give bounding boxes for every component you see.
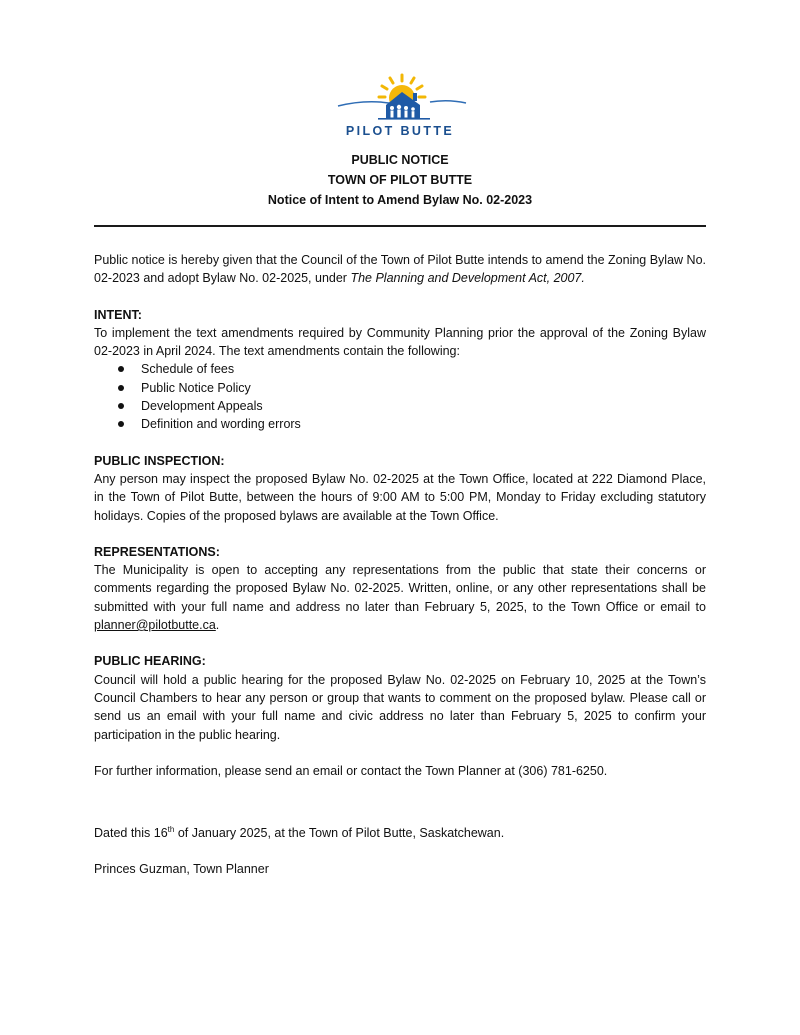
logo-graphic <box>330 72 470 124</box>
representations-heading: REPRESENTATIONS: <box>94 544 220 559</box>
planner-email-link[interactable]: planner@pilotbutte.ca <box>94 618 216 633</box>
pilot-butte-logo <box>330 72 470 142</box>
representations-end: . <box>215 618 220 633</box>
hearing-paragraph: Council will hold a public hearing for the proposed Bylaw No. 02-2025 on February 10, 2025 at the Town’s Council Chambers to hear any person or group that wants to comment on the proposed bylaw. Please call or send us an email with your full name and civic address no later than February 5, 2025 to confirm your participation in the public hearing. <box>94 672 706 742</box>
bullet-icon <box>118 366 124 372</box>
list-item <box>94 397 706 415</box>
bullet-icon <box>118 385 124 391</box>
title-block <box>95 150 705 210</box>
bullet-icon <box>118 403 124 409</box>
further-info-paragraph: For further information, please send an email or contact the Town Planner at (306) 781-6250. <box>94 763 608 778</box>
list-item <box>94 415 706 433</box>
dated-line <box>94 824 706 842</box>
inspection-paragraph: Any person may inspect the proposed Bylaw No. 02-2025 at the Town Office, located at 222 Diamond Place, in the Town of Pilot Butte, between the hours of 9:00 AM to 5:00 PM, Monday to Friday excluding statutory holidays. Copies of the proposed bylaws are available at the Town Office. <box>94 471 706 523</box>
intro-text: Public notice is hereby given that the Council of the Town of Pilot Butte intends to amend the Zoning Bylaw No. 02-2023 and adopt Bylaw No. 02-2025, under <box>94 253 706 286</box>
act-title: The Planning and Development Act, 2007. <box>350 271 585 286</box>
notice-type-heading: PUBLIC NOTICE <box>351 153 449 167</box>
list-item-label: Schedule of fees <box>141 362 235 377</box>
intent-paragraph: To implement the text amendments required by Community Planning prior the approval of the Zoning Bylaw 02-2023 in April 2024. The text amendments contain the following: <box>94 325 706 359</box>
notice-body <box>94 251 706 879</box>
dated-text: Dated this 16 <box>94 826 168 841</box>
list-item <box>94 379 706 397</box>
bullet-icon <box>118 421 124 427</box>
inspection-heading: PUBLIC INSPECTION: <box>94 453 225 468</box>
list-item-label: Public Notice Policy <box>141 380 251 395</box>
dated-text-end: of January 2025, at the Town of Pilot Butte, Saskatchewan. <box>174 826 505 841</box>
town-name-heading: TOWN OF PILOT BUTTE <box>327 173 473 187</box>
list-item-label: Development Appeals <box>141 399 263 414</box>
signature-line: Princes Guzman, Town Planner <box>94 862 269 877</box>
amendment-list <box>94 360 706 433</box>
representations-paragraph <box>94 561 706 634</box>
header-divider <box>94 225 706 227</box>
list-item <box>94 360 706 378</box>
dated-superscript: th <box>167 825 175 835</box>
notice-subject-heading: Notice of Intent to Amend Bylaw No. 02-2023 <box>267 193 533 207</box>
logo-text: PILOT BUTTE <box>345 124 455 138</box>
representations-text: The Municipality is open to accepting any representations from the public that state their concerns or comments regarding the proposed Bylaw No. 02-2025. Written, online, or any other representations shall be submitted with your full name and address no later than February 5, 2025, to the Town Office or email to <box>94 563 706 614</box>
hearing-heading: PUBLIC HEARING: <box>94 654 206 669</box>
intro-paragraph <box>94 251 706 288</box>
list-item-label: Definition and wording errors <box>141 417 301 432</box>
intent-heading: INTENT: <box>94 307 142 322</box>
